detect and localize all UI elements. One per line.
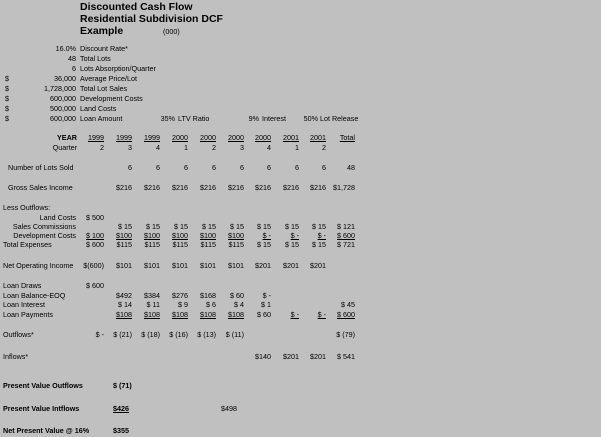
dev-costs-cell: $ - <box>290 231 299 240</box>
outflows-cell: $ (16) <box>169 330 188 339</box>
assumption-value: 600,000 <box>50 94 76 103</box>
loan-balance-cell: $168 <box>200 291 216 300</box>
quarter-header-label: Quarter <box>52 143 77 152</box>
total-expenses-cell: $115 <box>116 240 132 249</box>
sales-commissions-cell: $ 15 <box>285 222 299 231</box>
assumption-value: 36,000 <box>54 74 76 83</box>
dev-costs-total: $ 600 <box>337 231 355 240</box>
loan-balance-cell: $ 60 <box>230 291 244 300</box>
noi-cell: $101 <box>116 261 132 270</box>
dev-costs-cell: $100 <box>116 231 132 240</box>
loan-interest-cell: $ 11 <box>146 300 160 309</box>
year-cell: 2001 <box>283 133 299 142</box>
loan-payments-cell: $108 <box>144 310 160 319</box>
inflows-cell: $201 <box>310 352 326 361</box>
assumption-value: 600,000 <box>50 114 76 123</box>
inflows-total: $ 541 <box>337 352 355 361</box>
loan-payments-cell: $108 <box>172 310 188 319</box>
year-cell: 2000 <box>200 133 216 142</box>
dev-costs-cell: $ 100 <box>86 231 104 240</box>
quarter-cell: 2 <box>100 143 104 152</box>
year-cell: 1999 <box>116 133 132 142</box>
assumption-label: Loan Amount <box>80 114 123 123</box>
ltv-value: 35% <box>160 114 175 123</box>
quarter-cell: 4 <box>156 143 160 152</box>
dev-costs-label: Development Costs <box>13 231 76 240</box>
lots-sold-cell: 6 <box>267 163 271 172</box>
year-cell: 2000 <box>255 133 271 142</box>
pv-inflows-label: Present Value Intflows <box>3 404 80 413</box>
quarter-cell: 2 <box>212 143 216 152</box>
loan-draws-cell: $ 600 <box>86 281 104 290</box>
ltv-label: LTV Ratio <box>178 114 210 123</box>
noi-cell: $101 <box>200 261 216 270</box>
title-line3: Example <box>80 25 124 37</box>
dev-costs-cell: $100 <box>144 231 160 240</box>
assumption-label: Development Costs <box>80 94 143 103</box>
assumption-label: Total Lots <box>80 54 111 63</box>
year-cell: 2000 <box>228 133 244 142</box>
loan-interest-cell: $ 14 <box>118 300 132 309</box>
assumption-value: 1,728,000 <box>44 84 76 93</box>
release-label: Lot Release <box>320 114 359 123</box>
title-line2: Residential Subdivision DCF <box>80 13 223 25</box>
lots-sold-total: 48 <box>347 163 355 172</box>
loan-payments-cell: $ - <box>290 310 299 319</box>
loan-payments-cell: $ - <box>317 310 326 319</box>
total-expenses-cell: $ 600 <box>86 240 104 249</box>
assumption-value: 48 <box>68 54 76 63</box>
pv-inflows-side-value: $498 <box>221 404 237 413</box>
gross-sales-cell: $216 <box>200 183 216 192</box>
sales-commissions-cell: $ 15 <box>312 222 326 231</box>
lots-sold-label: Number of Lots Sold <box>8 163 74 172</box>
total-expenses-cell: $ 15 <box>312 240 326 249</box>
pv-inflows-value: $426 <box>113 404 129 413</box>
year-cell: 1999 <box>144 133 160 142</box>
total-expenses-cell: $ 15 <box>257 240 271 249</box>
total-expenses-cell: $ 15 <box>285 240 299 249</box>
quarter-cell: 1 <box>184 143 188 152</box>
sales-commissions-cell: $ 15 <box>230 222 244 231</box>
lots-sold-cell: 6 <box>212 163 216 172</box>
assumption-value: 16.0% <box>55 44 76 53</box>
assumption-label: Total Lot Sales <box>80 84 128 93</box>
loan-interest-cell: $ 1 <box>261 300 271 309</box>
lots-sold-cell: 6 <box>128 163 132 172</box>
sales-commissions-cell: $ 15 <box>257 222 271 231</box>
interest-value: 9% <box>248 114 259 123</box>
pv-outflows-value: $ (71) <box>113 381 132 390</box>
npv-label: Net Present Value @ 16% <box>3 426 90 435</box>
assumption-currency: $ <box>5 74 9 83</box>
loan-balance-cell: $ - <box>262 291 271 300</box>
year-header-label: YEAR <box>57 133 77 142</box>
loan-payments-cell: $108 <box>228 310 244 319</box>
noi-cell: $201 <box>310 261 326 270</box>
loan-payments-total: $ 600 <box>337 310 355 319</box>
sales-commissions-cell: $ 15 <box>174 222 188 231</box>
dev-costs-cell: $100 <box>200 231 216 240</box>
gross-sales-total: $1,728 <box>333 183 355 192</box>
sales-commissions-cell: $ 15 <box>118 222 132 231</box>
outflows-cell: $ (11) <box>225 330 244 339</box>
total-header: Total <box>339 133 355 142</box>
outflows-label: Outflows* <box>3 330 34 339</box>
release-value: 50% <box>303 114 318 123</box>
loan-balance-cell: $384 <box>144 291 160 300</box>
loan-draws-label: Loan Draws <box>3 281 42 290</box>
assumption-currency: $ <box>5 114 9 123</box>
gross-sales-cell: $216 <box>310 183 326 192</box>
loan-payments-cell: $ 60 <box>257 310 271 319</box>
outflows-cell: $ (13) <box>197 330 216 339</box>
loan-balance-cell: $276 <box>172 291 188 300</box>
noi-cell: $101 <box>172 261 188 270</box>
total-expenses-cell: $115 <box>172 240 188 249</box>
inflows-cell: $140 <box>255 352 271 361</box>
total-expenses-cell: $115 <box>228 240 244 249</box>
title-line1: Discounted Cash Flow <box>80 1 193 13</box>
quarter-cell: 2 <box>322 143 326 152</box>
loan-payments-label: Loan Payments <box>3 310 53 319</box>
outflows-cell: $ - <box>95 330 104 339</box>
noi-cell: $101 <box>228 261 244 270</box>
quarter-cell: 3 <box>128 143 132 152</box>
gross-sales-label: Gross Sales Income <box>8 183 73 192</box>
year-cell: 2001 <box>310 133 326 142</box>
land-costs-label: Land Costs <box>39 213 76 222</box>
sales-commissions-total: $ 121 <box>337 222 355 231</box>
sales-commissions-cell: $ 15 <box>146 222 160 231</box>
inflows-cell: $201 <box>283 352 299 361</box>
dev-costs-cell: $100 <box>172 231 188 240</box>
lots-sold-cell: 6 <box>295 163 299 172</box>
pv-outflows-label: Present Value Outflows <box>3 381 83 390</box>
assumption-currency: $ <box>5 104 9 113</box>
lots-sold-cell: 6 <box>240 163 244 172</box>
assumption-label: Land Costs <box>80 104 117 113</box>
lots-sold-cell: 6 <box>322 163 326 172</box>
year-cell: 2000 <box>172 133 188 142</box>
total-expenses-label: Total Expenses <box>3 240 52 249</box>
gross-sales-cell: $216 <box>172 183 188 192</box>
assumption-label: Discount Rate* <box>80 44 128 53</box>
noi-cell: $(600) <box>83 261 104 270</box>
lots-sold-cell: 6 <box>184 163 188 172</box>
year-cell: 1999 <box>88 133 104 142</box>
loan-interest-cell: $ 9 <box>178 300 188 309</box>
noi-label: Net Operating Income <box>3 261 74 270</box>
gross-sales-cell: $216 <box>144 183 160 192</box>
inflows-label: Inflows* <box>3 352 29 361</box>
less-outflows-label: Less Outflows: <box>3 203 51 212</box>
total-expenses-cell: $115 <box>200 240 216 249</box>
outflows-cell: $ (18) <box>141 330 160 339</box>
loan-balance-cell: $492 <box>116 291 132 300</box>
total-expenses-total: $ 721 <box>337 240 355 249</box>
sales-commissions-label: Sales Commissions <box>12 222 76 231</box>
loan-payments-cell: $108 <box>200 310 216 319</box>
total-expenses-cell: $115 <box>144 240 160 249</box>
gross-sales-cell: $216 <box>255 183 271 192</box>
quarter-cell: 1 <box>295 143 299 152</box>
assumption-label: Average Price/Lot <box>80 74 138 83</box>
sales-commissions-cell: $ 15 <box>202 222 216 231</box>
dev-costs-cell: $ - <box>317 231 326 240</box>
interest-label: Interest <box>262 114 286 123</box>
loan-balance-label: Loan Balance-EOQ <box>3 291 66 300</box>
noi-cell: $101 <box>144 261 160 270</box>
outflows-total: $ (79) <box>336 330 355 339</box>
loan-interest-cell: $ 6 <box>206 300 216 309</box>
dev-costs-cell: $ - <box>262 231 271 240</box>
lots-sold-cell: 6 <box>156 163 160 172</box>
quarter-cell: 3 <box>240 143 244 152</box>
loan-interest-cell: $ 4 <box>234 300 244 309</box>
gross-sales-cell: $216 <box>228 183 244 192</box>
noi-cell: $201 <box>283 261 299 270</box>
assumption-label: Lots Absorption/Quarter <box>80 64 156 73</box>
assumption-currency: $ <box>5 84 9 93</box>
assumption-value: 500,000 <box>50 104 76 113</box>
npv-value: $355 <box>113 426 129 435</box>
loan-interest-total: $ 45 <box>341 300 355 309</box>
loan-payments-cell: $108 <box>116 310 132 319</box>
gross-sales-cell: $216 <box>283 183 299 192</box>
dev-costs-cell: $100 <box>228 231 244 240</box>
loan-interest-label: Loan Interest <box>3 300 45 309</box>
land-costs-cell: $ 500 <box>86 213 104 222</box>
quarter-cell: 4 <box>267 143 271 152</box>
outflows-cell: $ (21) <box>113 330 132 339</box>
gross-sales-cell: $216 <box>116 183 132 192</box>
assumption-currency: $ <box>5 94 9 103</box>
units-label: (000) <box>163 27 180 36</box>
noi-cell: $201 <box>255 261 271 270</box>
assumption-value: 6 <box>72 64 76 73</box>
